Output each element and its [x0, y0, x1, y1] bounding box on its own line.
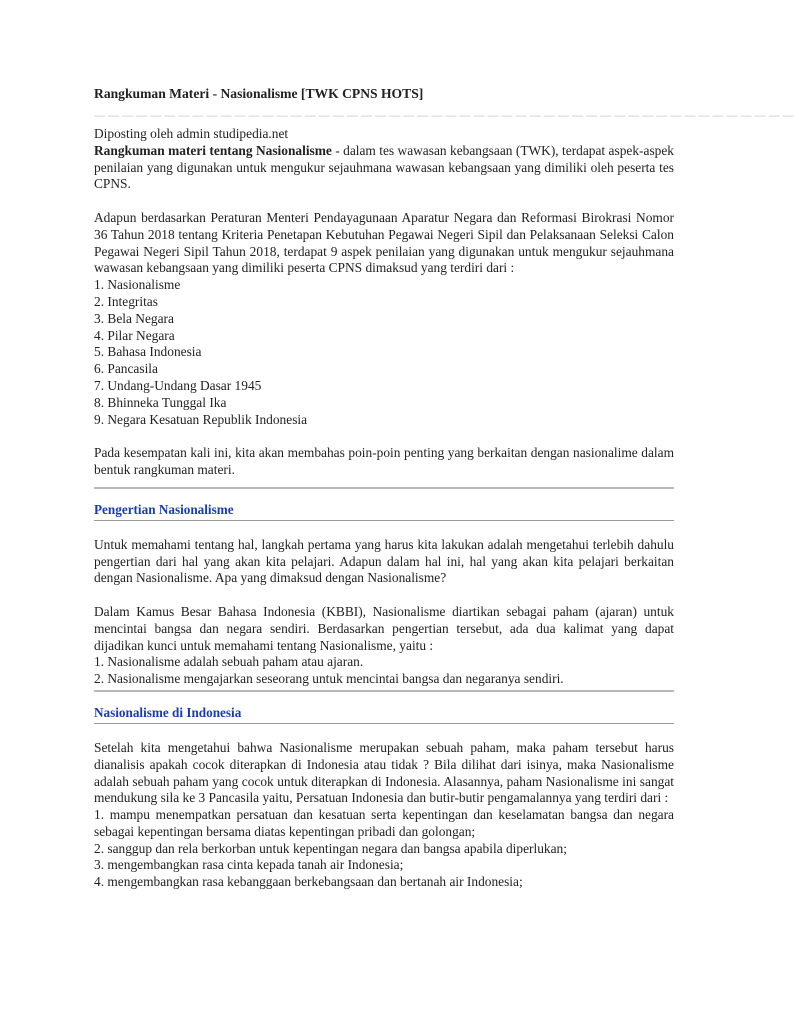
closing-paragraph: Pada kesempatan kali ini, kita akan membahas poin-poin penting yang berkaitan dengan nasionalime dalam bentuk rangkuman materi.	[94, 445, 674, 477]
document-title: Rangkuman Materi - Nasionalisme [TWK CPNS HOTS]	[94, 86, 424, 101]
list-item: 3. mengembangkan rasa cinta kepada tanah air Indonesia;	[94, 857, 404, 873]
section-heading-indonesia: Nasionalisme di Indonesia	[94, 705, 674, 724]
list-item: 4. mengembangkan rasa kebanggaan berkebangsaan dan bertanah air Indonesia;	[94, 874, 523, 890]
list-item: 1. Nasionalisme adalah sebuah paham atau ajaran.	[94, 654, 364, 670]
posted-by: Diposting oleh admin studipedia.net	[94, 126, 289, 141]
list-item: 4. Pilar Negara	[94, 327, 175, 343]
list-item: 2. sanggup dan rela berkorban untuk kepentingan negara dan bangsa apabila diperlukan;	[94, 840, 567, 856]
section1-points	[94, 654, 674, 688]
section-heading-pengertian: Pengertian Nasionalisme	[94, 502, 674, 521]
section-divider	[94, 487, 674, 489]
intro-lead-rest: - dalam tes wawasan kebangsaan (TWK), terdapat aspek-aspek penilaian yang digunakan untuk mengukur sejauhmana wawasan kebangsaan yang dimiliki oleh peserta tes CPNS.	[94, 142, 674, 192]
list-item: 6. Pancasila	[94, 361, 158, 377]
list-item: 1. Nasionalisme	[94, 277, 181, 293]
section2-points	[94, 807, 674, 891]
regulation-paragraph: Adapun berdasarkan Peraturan Menteri Pendayagunaan Aparatur Negara dan Reformasi Birokrasi Nomor 36 Tahun 2018 tentang Kriteria Penetapan Kebutuhan Pegawai Negeri Sipil dan Pelaksanaan Seleksi Calon Pegawai Negeri Sipil Tahun 2018, terdapat 9 aspek penilaian yang digunakan untuk mengukur sejauhmana wawasan kebangsaan yang dimiliki peserta CPNS dimaksud yang terdiri dari :	[94, 209, 674, 276]
list-item: 2. Integritas	[94, 293, 158, 309]
list-item: 1. mampu menempatkan persatuan dan kesatuan serta kepentingan dan keselamatan bangsa dan negara sebagai kepentingan bersama diatas kepentingan pribadi dan golongan;	[94, 807, 674, 839]
list-item: 5. Bahasa Indonesia	[94, 344, 202, 360]
title-separator: — — — — — — — — — — — — — — — — — — — — — — — — — — — — — — — — — — — — — — — — — — — — — — — — — —	[94, 110, 794, 122]
list-item: 9. Negara Kesatuan Republik Indonesia	[94, 411, 308, 427]
aspect-list	[94, 277, 674, 428]
intro-lead-bold: Rangkuman materi tentang Nasionalisme	[94, 142, 332, 158]
section1-paragraph-1: Untuk memahami tentang hal, langkah pertama yang harus kita lakukan adalah mengetahui terlebih dahulu pengertian dari hal yang akan kita pelajari. Adapun dalam hal ini, hal yang akan kita pelajari berkaitan dengan Nasionalisme. Apa yang dimaksud dengan Nasionalisme?	[94, 536, 674, 586]
section1-paragraph-2: Dalam Kamus Besar Bahasa Indonesia (KBBI), Nasionalisme diartikan sebagai paham (ajaran) untuk mencintai bangsa dan negara sendiri. Berdasarkan pengertian tersebut, ada dua kalimat yang dapat dijadikan kunci untuk memahami tentang Nasionalisme, yaitu :	[94, 603, 674, 653]
list-item: 7. Undang-Undang Dasar 1945	[94, 377, 262, 393]
section2-paragraph-1: Setelah kita mengetahui bahwa Nasionalisme merupakan sebuah paham, maka paham tersebut harus dianalisis apakah cocok diterapkan di Indonesia atau tidak ? Bila dilihat dari isinya, maka Nasionalisme adalah sebuah paham yang cocok untuk diterapkan di Indonesia. Alasannya, paham Nasionalisme ini sangat mendukung sila ke 3 Pancasila yaitu, Persatuan Indonesia dan butir-butir pengamalannya yang terdiri dari :	[94, 739, 674, 806]
list-item: 3. Bela Negara	[94, 310, 174, 326]
section-divider	[94, 690, 674, 692]
list-item: 8. Bhinneka Tunggal Ika	[94, 394, 227, 410]
list-item: 2. Nasionalisme mengajarkan seseorang untuk mencintai bangsa dan negaranya sendiri.	[94, 671, 564, 687]
intro-paragraph	[94, 143, 674, 193]
document-content	[94, 86, 794, 891]
